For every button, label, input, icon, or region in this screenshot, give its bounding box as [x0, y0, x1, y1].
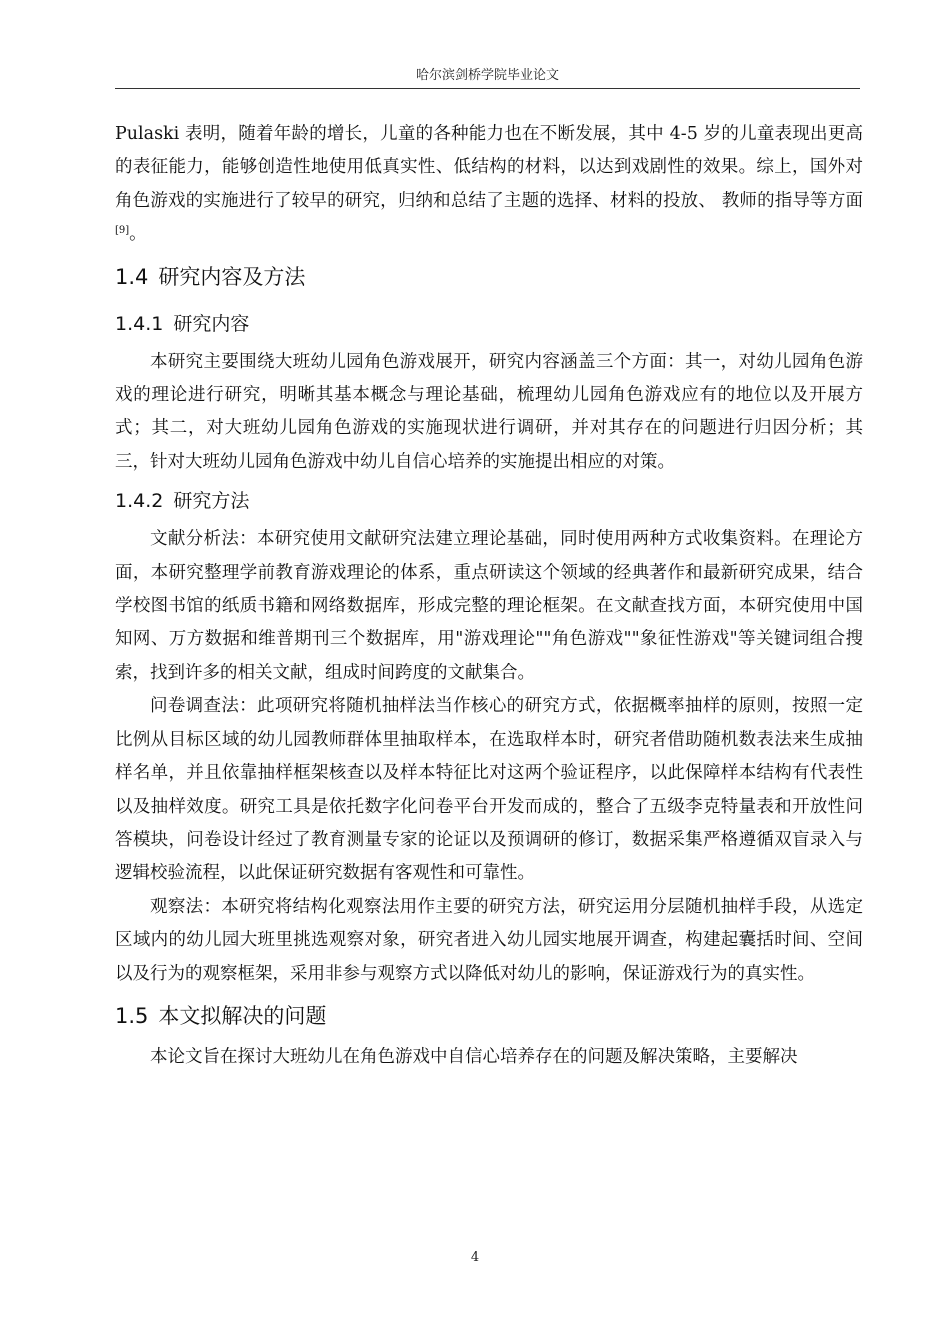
heading-1-4-number: 1.4	[115, 264, 149, 289]
page-header: 哈尔滨剑桥学院毕业论文	[415, 68, 559, 83]
heading-1-5	[115, 991, 863, 1041]
intro-paragraph	[115, 118, 863, 252]
heading-1-5-number: 1.5	[115, 1003, 149, 1028]
intro-text: Pulaski 表明，随着年龄的增长，儿童的各种能力也在不断发展，其中 4-5 岁的儿童表现出更高的表征能力，能够创造性地使用低真实性、低结构的材料，以达到戏剧性的效果。综上，国外对角色游戏的实施进行了较早的研究，归纳和总结了主题的选择、材料的投放、 教师的指导等方面	[115, 124, 863, 211]
header-divider	[115, 88, 860, 89]
heading-1-4-1-number: 1.4.1	[115, 312, 164, 335]
intro-end: 。	[129, 224, 147, 245]
heading-1-5-title: 本文拟解决的问题	[158, 1003, 327, 1028]
heading-1-4-1	[115, 302, 863, 346]
problems-paragraph: 本论文旨在探讨大班幼儿在角色游戏中自信心培养存在的问题及解决策略，主要解决	[150, 1046, 798, 1067]
research-content-paragraph: 本研究主要围绕大班幼儿园角色游戏展开，研究内容涵盖三个方面：其一，对幼儿园角色游戏的理论进行研究，明晰其基本概念与理论基础，梳理幼儿园角色游戏应有的地位以及开展方式；其二，对大班幼儿园角色游戏的实施现状进行调研，并对其存在的问题进行归因分析；其三，针对大班幼儿园角色游戏中幼儿自信心培养的实施提出相应的对策。	[115, 351, 863, 472]
heading-1-4-2-number: 1.4.2	[115, 490, 164, 513]
heading-1-4	[115, 252, 863, 302]
survey-method-paragraph: 问卷调查法：此项研究将随机抽样法当作核心的研究方式，依据概率抽样的原则，按照一定比例从目标区域的幼儿园教师群体里抽取样本，在选取样本时，研究者借助随机数表法来生成抽样名单，并且依靠抽样框架核查以及样本特征比对这两个验证程序，以此保障样本结构有代表性以及抽样效度。研究工具是依托数字化问卷平台开发而成的，整合了五级李克特量表和开放性问答模块，问卷设计经过了教育测量专家的论证以及预调研的修订，数据采集严格遵循双盲录入与逻辑校验流程，以此保证研究数据有客观性和可靠性。	[115, 696, 863, 884]
page-body	[115, 118, 863, 1074]
heading-1-4-2	[115, 479, 863, 523]
citation-9: [9]	[115, 225, 130, 237]
heading-1-4-1-title: 研究内容	[173, 312, 250, 335]
heading-1-4-2-title: 研究方法	[173, 490, 250, 513]
observation-method-paragraph: 观察法：本研究将结构化观察法用作主要的研究方法，研究运用分层随机抽样手段，从选定区域内的幼儿园大班里挑选观察对象，研究者进入幼儿园实地展开调查，构建起囊括时间、空间以及行为的观察框架，采用非参与观察方式以降低对幼儿的影响，保证游戏行为的真实性。	[115, 896, 863, 984]
literature-method-paragraph: 文献分析法：本研究使用文献研究法建立理论基础，同时使用两种方式收集资料。在理论方面，本研究整理学前教育游戏理论的体系，重点研读这个领域的经典著作和最新研究成果，结合学校图书馆的纸质书籍和网络数据库，形成完整的理论框架。在文献查找方面，本研究使用中国知网、万方数据和维普期刊三个数据库，用"游戏理论""角色游戏""象征性游戏"等关键词组合搜索，找到许多的相关文献，组成时间跨度的文献集合。	[115, 529, 863, 683]
heading-1-4-title: 研究内容及方法	[158, 264, 306, 289]
page-number: 4	[470, 1250, 480, 1265]
